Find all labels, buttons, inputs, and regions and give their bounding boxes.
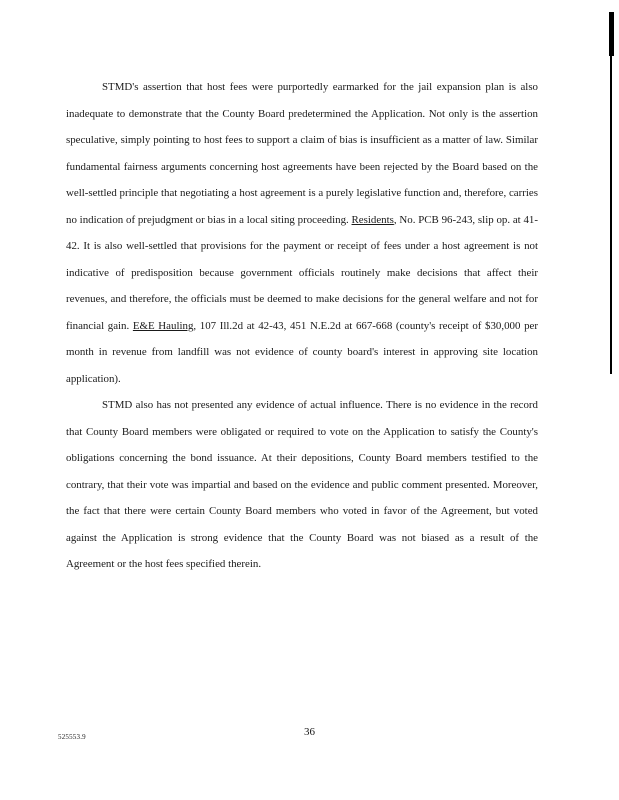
page-edge-bar bbox=[609, 12, 614, 56]
text-segment: , 107 Ill.2d at 42-43, 451 N.E.2d at 667-668 (county's receipt of $30,000 per month in revenue from landfill was not evidence of county board's interest in approving site location application). bbox=[66, 319, 538, 385]
document-id: 525553.9 bbox=[58, 733, 86, 741]
paragraph-actual-influence bbox=[66, 392, 538, 578]
text-segment: , No. PCB 96-243, slip op. at 41-42. It is also well-settled that provisions for the payment or receipt of fees under a host agreement is not indicative of predisposition because government officials routinely make decisions that affect their revenues, and therefore, the officials must be deemed to make decisions for the general welfare and not for financial gain. bbox=[66, 213, 538, 332]
page-edge-line bbox=[610, 56, 612, 374]
paragraph-host-fees bbox=[66, 74, 538, 392]
case-citation-ee-hauling: E&E Hauling bbox=[132, 319, 194, 332]
text-segment: STMD's assertion that host fees were purportedly earmarked for the jail expansion plan is also inadequate to demonstrate that the County Board predetermined the Application. Not only is the assertion speculative, simply pointing to host fees to support a claim of bias is insufficient as a matter of law. Similar fundamental fairness arguments concerning host agreements have been rejected by the Board based on the well-settled principle that negotiating a host agreement is a purely legislative function and, therefore, carries no indication of prejudgment or bias in a local siting proceeding. bbox=[66, 81, 538, 226]
page-number: 36 bbox=[304, 726, 315, 738]
document-body bbox=[66, 74, 538, 578]
text-segment: STMD also has not presented any evidence of actual influence. There is no evidence in the record that County Board members were obligated or required to vote on the Application to satisfy the County's obligations concerning the bond issuance. At their depositions, County Board members testified to the contrary, that their vote was impartial and based on the evidence and public comment presented. Moreover, the fact that there were certain County Board members who voted in favor of the Agreement, but voted against the Application is strong evidence that the County Board was not biased as a result of the Agreement or the host fees specified therein. bbox=[66, 399, 538, 570]
case-citation-residents: Residents bbox=[351, 213, 394, 226]
